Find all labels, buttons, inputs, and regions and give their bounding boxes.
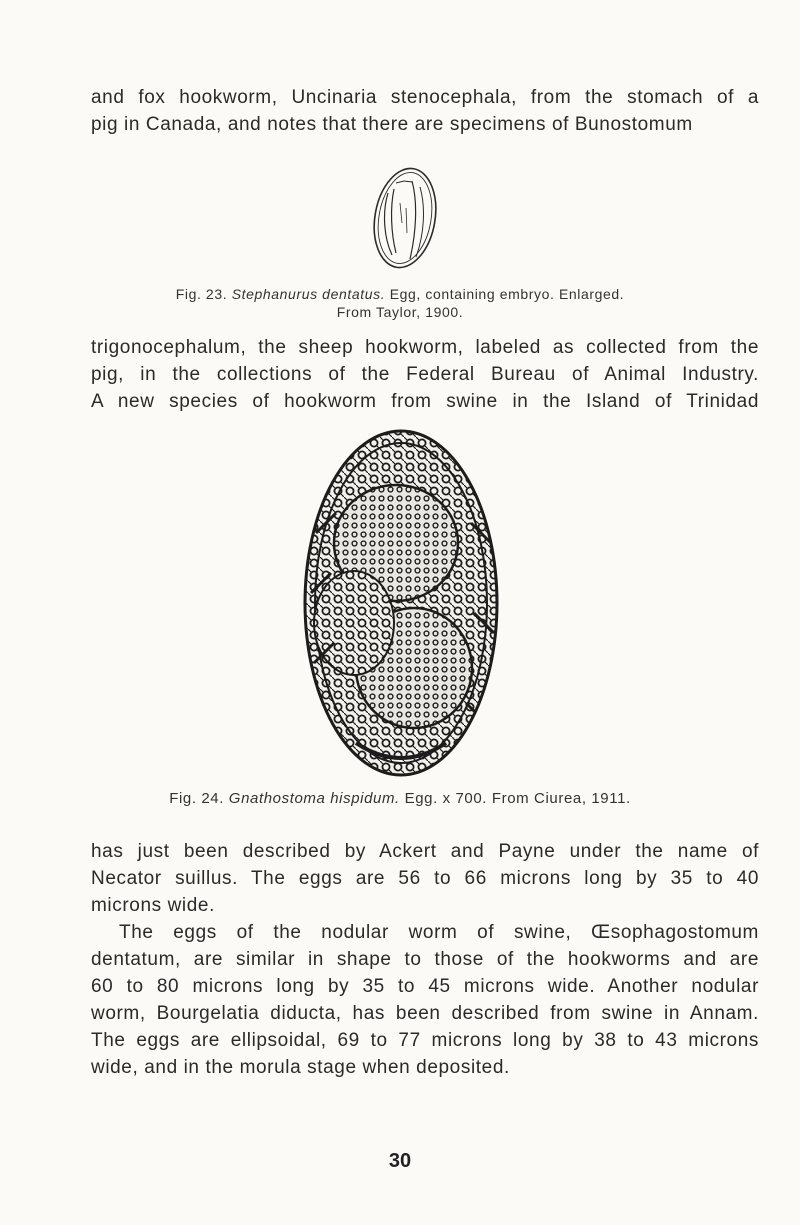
text-line: microns wide. [91,895,215,916]
text-line: wide, and in the morula stage when deposited. [91,1057,510,1078]
text-line: pig, in the collections of the Federal Bureau of Animal Industry. [91,364,759,385]
figure-number: Fig. 23. [175,286,228,302]
figure-24-caption [0,790,800,808]
text-line: pig in Canada, and notes that there are specimens of Bunostomum [91,114,693,135]
figure-source: From Taylor, 1900. [336,304,464,320]
text-line: The eggs of the nodular worm of swine, Œsophagostomum [119,922,759,943]
paragraph-1 [91,84,759,138]
text-line: dentatum, are similar in shape to those of the hookworms and are [91,949,759,970]
text-line: and fox hookworm, Uncinaria stenocephala, from the stomach of a [91,87,759,108]
figure-description: Egg. x 700. [404,790,488,807]
figure-23-caption [0,285,800,321]
figure-description: Egg, containing embryo. Enlarged. [389,286,625,302]
text-line: The eggs are ellipsoidal, 69 to 77 microns long by 38 to 43 microns [91,1030,759,1051]
paragraph-3 [91,838,759,919]
figure-species: Gnathostoma hispidum. [228,790,400,807]
figure-23-egg-illustration [360,163,450,273]
figure-species: Stephanurus dentatus. [231,286,386,302]
text-line: worm, Bourgelatia diducta, has been described from swine in Annam. [91,1003,759,1024]
figure-24-egg-illustration [296,413,506,783]
figure-source: From Ciurea, 1911. [491,790,631,807]
text-line: 60 to 80 microns long by 35 to 45 microns wide. Another nodular [91,976,759,997]
text-line: trigonocephalum, the sheep hookworm, labeled as collected from the [91,337,759,358]
page-number: 30 [388,1150,412,1172]
paragraph-2 [91,334,759,415]
text-line: Necator suillus. The eggs are 56 to 66 microns long by 35 to 40 [91,868,759,889]
figure-number: Fig. 24. [169,790,225,807]
text-line: has just been described by Ackert and Payne under the name of [91,841,759,862]
text-line: A new species of hookworm from swine in the Island of Trinidad [91,391,759,412]
paragraph-4 [91,919,759,1081]
